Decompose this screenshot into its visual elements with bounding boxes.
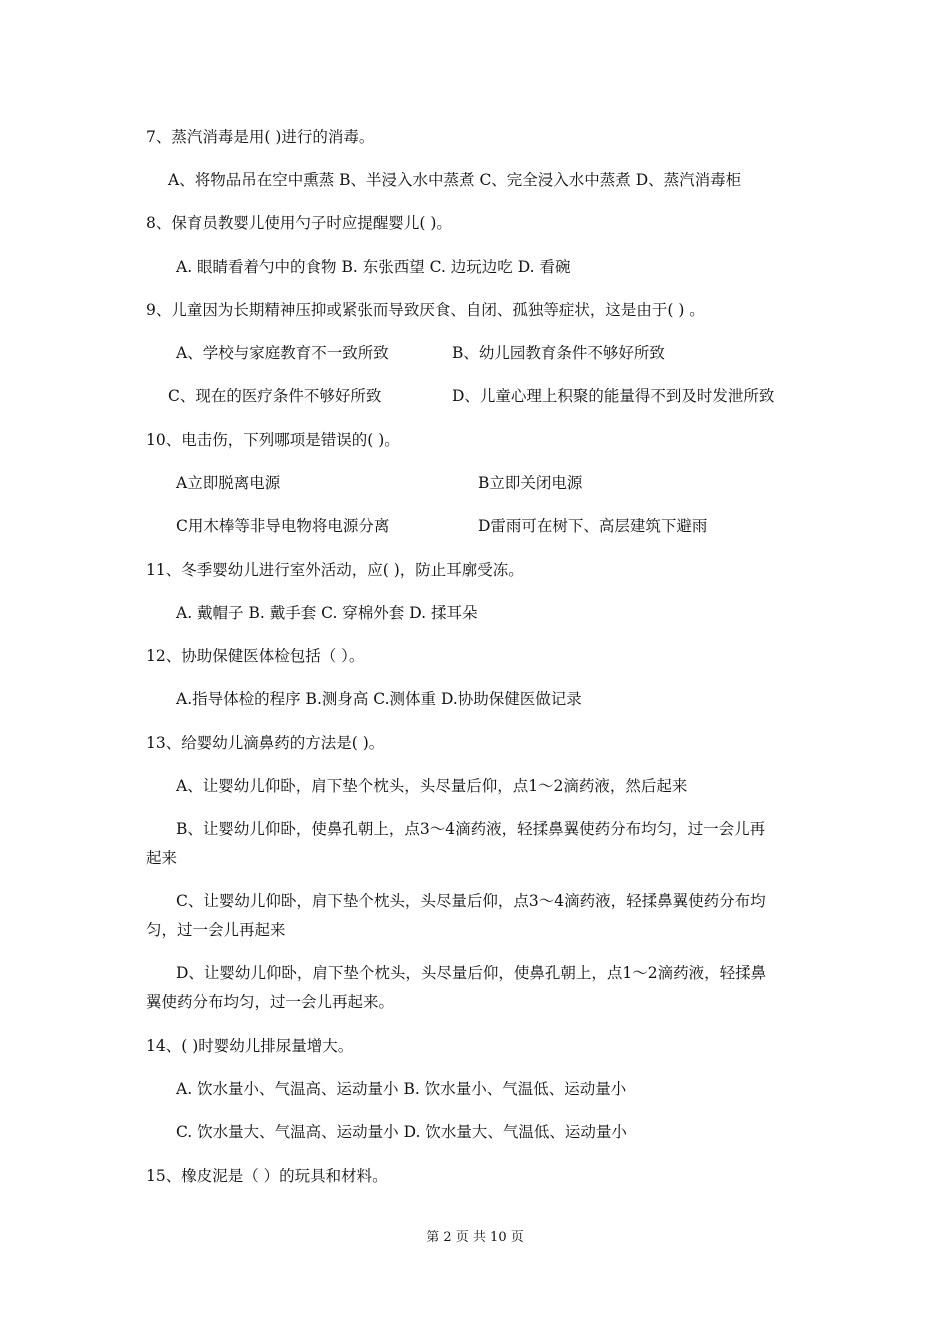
question-10-option-b: B立即关闭电源 (478, 474, 583, 492)
question-9-option-b: B、幼儿园教育条件不够好所致 (452, 344, 665, 362)
question-9-stem: 9、儿童因为长期精神压抑或紧张而导致厌食、自闭、孤独等症状，这是由于( ) 。 (146, 301, 705, 319)
question-10-option-c: C用木棒等非导电物将电源分离 (176, 517, 390, 535)
question-13-option-d-line1: D、让婴幼儿仰卧，肩下垫个枕头，头尽量后仰，使鼻孔朝上，点1～2滴药液，轻揉鼻 (176, 964, 767, 982)
question-10-stem: 10、电击伤，下列哪项是错误的( )。 (146, 431, 400, 449)
question-13-option-c-line2: 匀，过一会儿再起来 (146, 921, 286, 939)
question-13-option-a: A、让婴幼儿仰卧，肩下垫个枕头，头尽量后仰，点1～2滴药液，然后起来 (176, 777, 688, 795)
question-14-options-cd: C. 饮水量大、气温高、运动量小 D. 饮水量大、气温低、运动量小 (176, 1123, 627, 1141)
question-10-option-d: D雷雨可在树下、高层建筑下避雨 (478, 517, 708, 535)
question-11-stem: 11、冬季婴幼儿进行室外活动，应( )，防止耳廓受冻。 (146, 561, 524, 579)
question-7-stem: 7、蒸汽消毒是用( )进行的消毒。 (146, 128, 375, 146)
question-11-options: A. 戴帽子 B. 戴手套 C. 穿棉外套 D. 揉耳朵 (176, 604, 478, 622)
question-13-option-c-line1: C、让婴幼儿仰卧，肩下垫个枕头，头尽量后仰，点3～4滴药液，轻揉鼻翼使药分布均 (176, 892, 766, 910)
question-13-option-b-line2: 起来 (146, 849, 178, 867)
page-footer: 第 2 页 共 10 页 (426, 1230, 524, 1245)
question-12-options: A.指导体检的程序 B.测身高 C.测体重 D.协助保健医做记录 (176, 690, 582, 708)
question-8-options: A. 眼睛看着勺中的食物 B. 东张西望 C. 边玩边吃 D. 看碗 (176, 258, 571, 276)
question-9-option-c: C、现在的医疗条件不够好所致 (168, 387, 382, 405)
question-9-option-d: D、儿童心理上积聚的能量得不到及时发泄所致 (452, 387, 775, 405)
question-9-option-a: A、学校与家庭教育不一致所致 (176, 344, 389, 362)
question-13-option-b-line1: B、让婴幼儿仰卧，使鼻孔朝上，点3～4滴药液，轻揉鼻翼使药分布均匀，过一会儿再 (176, 820, 766, 838)
question-7-options: A、将物品吊在空中熏蒸 B、半浸入水中蒸煮 C、完全浸入水中蒸煮 D、蒸汽消毒柜 (168, 171, 742, 189)
question-13-option-d-line2: 翼使药分布均匀，过一会儿再起来。 (146, 993, 395, 1011)
question-13-stem: 13、给婴幼儿滴鼻药的方法是( )。 (146, 734, 385, 752)
question-10-option-a: A立即脱离电源 (176, 474, 281, 492)
question-15-stem: 15、橡皮泥是（ ）的玩具和材料。 (146, 1167, 388, 1185)
question-14-stem: 14、( )时婴幼儿排尿量增大。 (146, 1037, 354, 1055)
question-14-options-ab: A. 饮水量小、气温高、运动量小 B. 饮水量小、气温低、运动量小 (176, 1080, 627, 1098)
question-12-stem: 12、协助保健医体检包括（ ）。 (146, 647, 365, 665)
question-8-stem: 8、保育员教婴儿使用勺子时应提醒婴儿( )。 (146, 214, 452, 232)
